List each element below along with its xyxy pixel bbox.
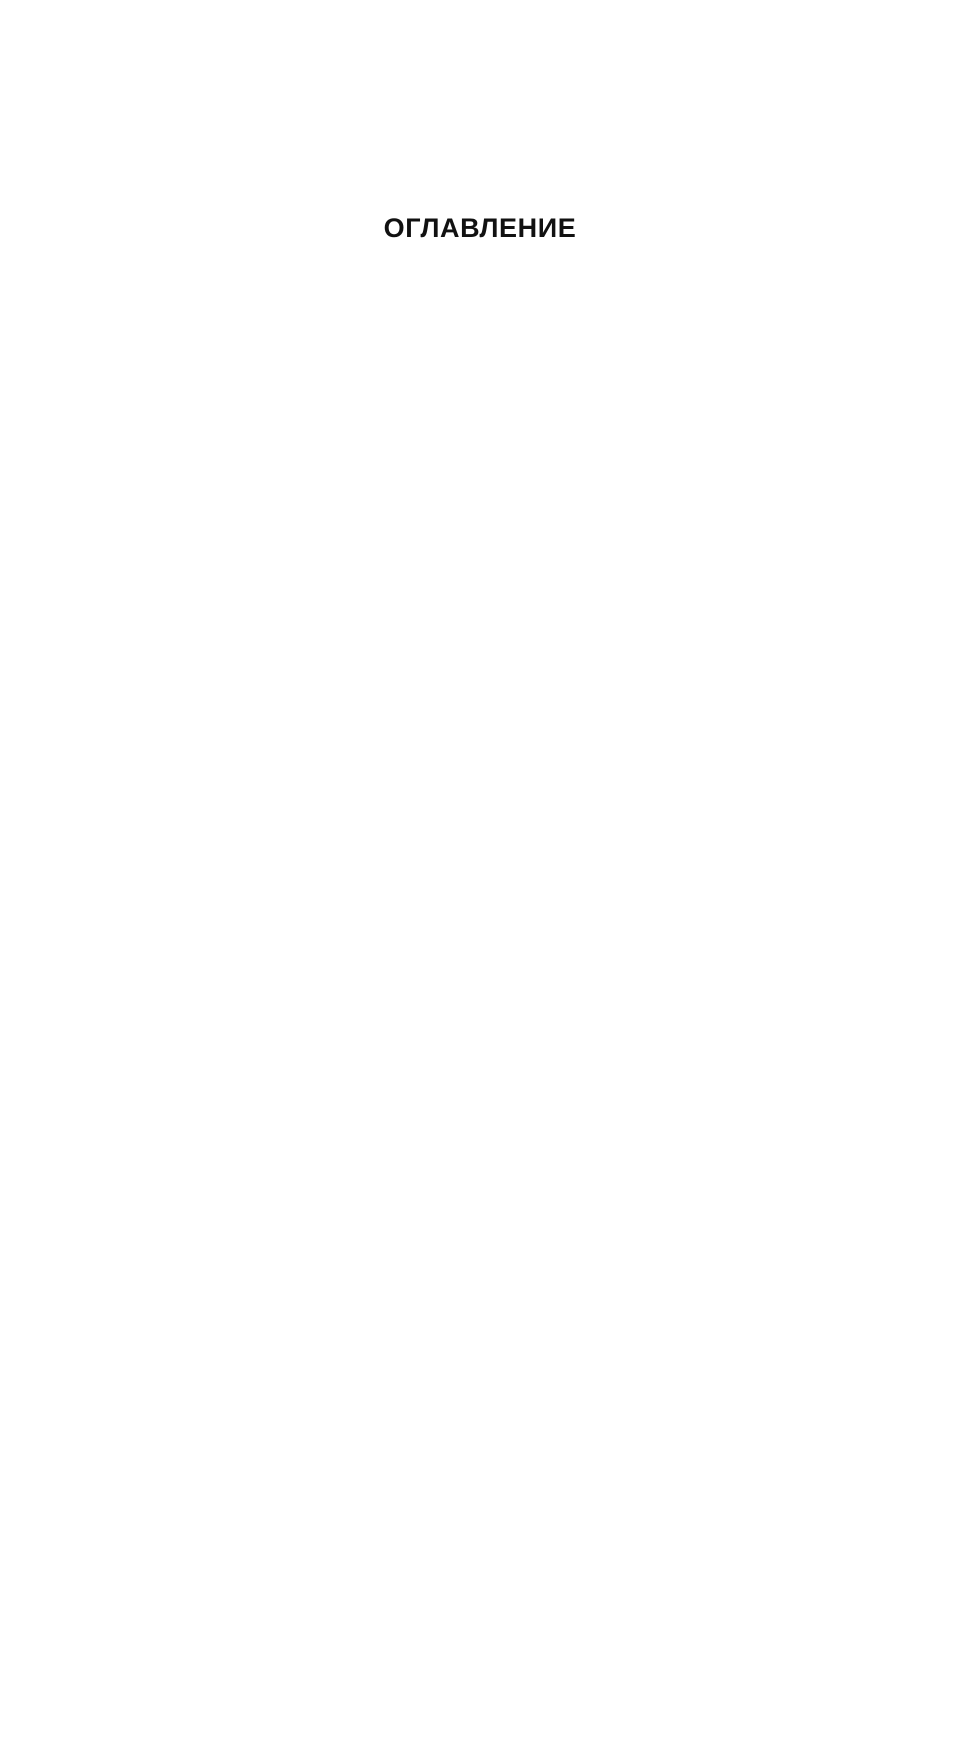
toc-page-number: [92, 282, 960, 1756]
page-title: ОГЛАВЛЕНИЕ: [383, 213, 577, 243]
toc-row-vocab[interactable]: [92, 1370, 868, 1401]
toc-entry-list: [92, 282, 868, 1400]
